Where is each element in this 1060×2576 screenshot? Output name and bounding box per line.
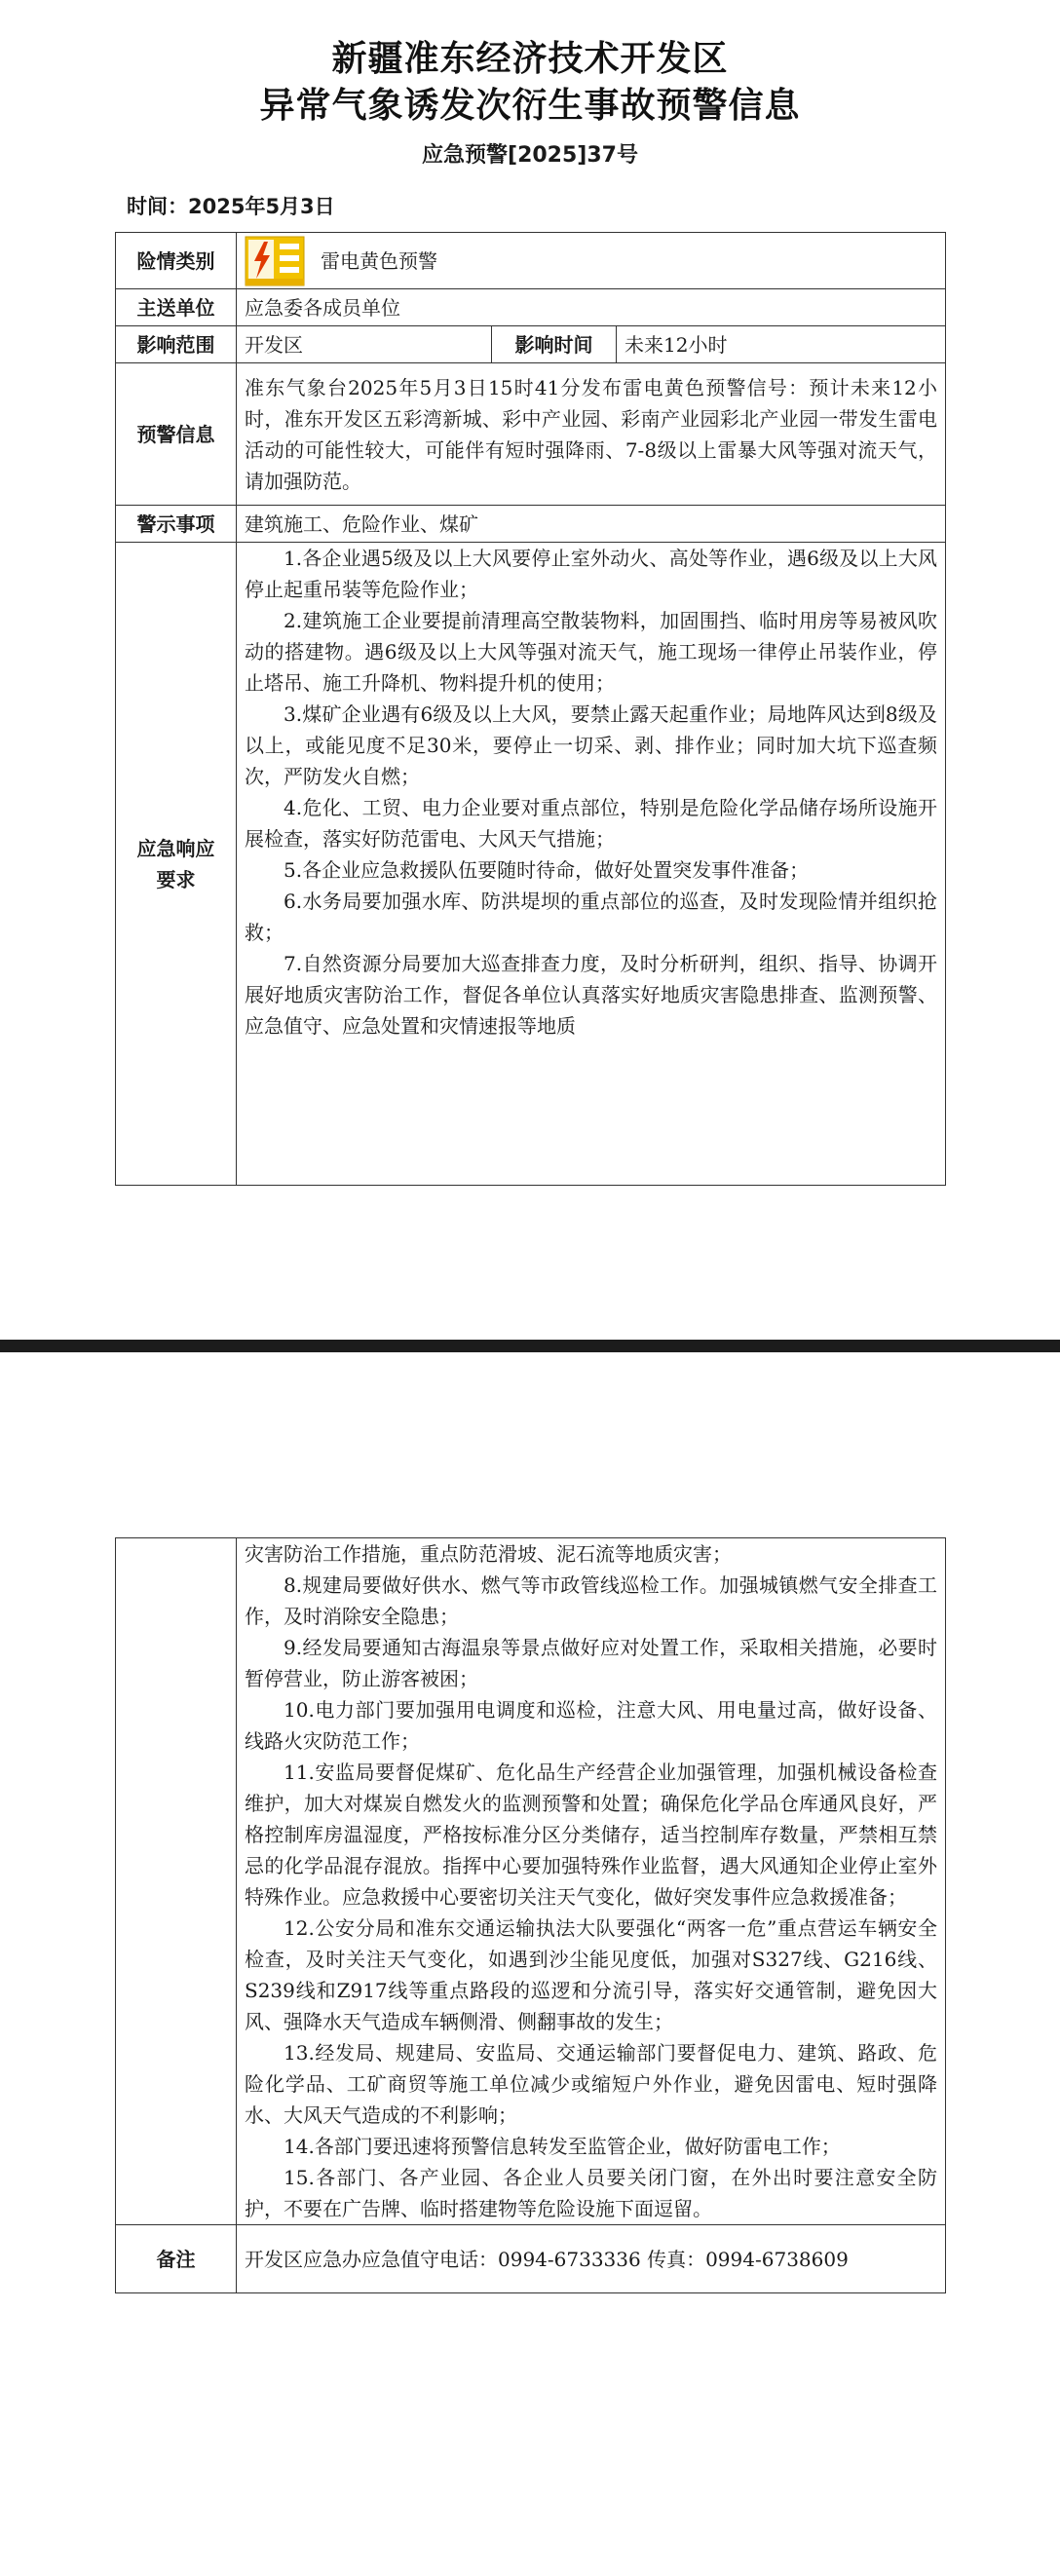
document-title-line-2: 异常气象诱发次衍生事故预警信息 — [259, 86, 801, 126]
warning-info-label: 预警信息 — [116, 363, 237, 506]
page-separator — [0, 1340, 1060, 1352]
list-item: 9.经发局要通知古海温泉等景点做好应对处置工作，采取相关措施，必要时暂停营业，防止游客被困； — [245, 1636, 937, 1690]
list-item: 2.建筑施工企业要提前清理高空散装物料，加固围挡、临时用房等易被风吹动的搭建物。遇6级及以上大风等强对流天气，施工现场一律停止吊装作业，停止塔吊、施工升降机、物料提升机的使用； — [245, 609, 938, 695]
issue-date: 时间：2025年5月3日 — [127, 195, 335, 218]
list-item-continuation: 灾害防治工作措施，重点防范滑坡、泥石流等地质灾害； — [245, 1542, 732, 1566]
response-label-line-2: 要求 — [156, 867, 196, 891]
list-item: 10.电力部门要加强用电调度和巡检，注意大风、用电量过高，做好设备、线路火灾防范工作； — [245, 1698, 937, 1753]
table-row-recipient — [116, 289, 946, 326]
list-item: 7.自然资源分局要加大巡查排查力度，及时分析研判，组织、指导、协调开展好地质灾害防治工作，督促各单位认真落实好地质灾害隐患排查、监测预警、应急值守、应急处置和灾情速报等地质 — [245, 952, 938, 1038]
remarks-label: 备注 — [116, 2225, 237, 2293]
hazard-type-cell — [237, 233, 946, 289]
warning-info-table-continued — [115, 1537, 946, 2293]
warning-info-value: 准东气象台2025年5月3日15时41分发布雷电黄色预警信号：预计未来12小时，准东开发区五彩湾新城、彩中产业园、彩南产业园彩北产业园一带发生雷电活动的可能性较大，可能伴有短时强降雨、7-8级以上雷暴大风等强对流天气，请加强防范。 — [245, 375, 938, 493]
list-item: 12.公安分局和准东交通运输执法大队要强化“两客一危”重点营运车辆安全检查，及时关注天气变化，如遇到沙尘能见度低，加强对S327线、G216线、S239线和Z917线等重点路段的巡逻和分流引导，落实好交通管制，避免因大风、强降水天气造成车辆侧滑、侧翻事故的发生； — [245, 1916, 937, 2033]
document-number: 应急预警[2025]37号 — [422, 143, 638, 168]
scope-value: 开发区 — [237, 326, 492, 363]
hazard-type-value: 雷电黄色预警 — [321, 248, 437, 273]
list-item: 13.经发局、规建局、安监局、交通运输部门要督促电力、建筑、路政、危险化学品、工矿商贸等施工单位减少或缩短户外作业，避免因雷电、短时强降水、大风天气造成的不利影响； — [245, 2041, 937, 2127]
warning-items-value: 建筑施工、危险作业、煤矿 — [237, 506, 946, 543]
list-item: 3.煤矿企业遇有6级及以上大风，要禁止露天起重作业；局地阵风达到8级及以上，或能见度不足30米，要停止一切采、剥、排作业；同时加大坑下巡查频次，严防发火自燃； — [245, 702, 938, 788]
table-row-response-continued — [116, 1538, 946, 2225]
table-row-hazard-type — [116, 233, 946, 289]
response-requirements-continued — [237, 1538, 946, 2225]
list-item: 4.危化、工贸、电力企业要对重点部位，特别是危险化学品储存场所设施开展检查，落实好防范雷电、大风天气措施； — [245, 796, 938, 851]
recipient-value: 应急委各成员单位 — [237, 289, 946, 326]
lightning-yellow-warning-icon — [245, 236, 305, 286]
document-title-line-1: 新疆准东经济技术开发区 — [331, 39, 729, 79]
table-row-response-requirements — [116, 543, 946, 1186]
duration-label: 影响时间 — [492, 326, 617, 363]
hazard-type-label: 险情类别 — [116, 233, 237, 289]
table-row-warning-items — [116, 506, 946, 543]
list-item: 1.各企业遇5级及以上大风要停止室外动火、高处等作业，遇6级及以上大风停止起重吊装等危险作业； — [245, 547, 938, 601]
list-item: 14.各部门要迅速将预警信息转发至监管企业，做好防雷电工作； — [284, 2135, 841, 2158]
remarks-value: 开发区应急办应急值守电话：0994-6733336 传真：0994-6738609 — [237, 2225, 946, 2293]
list-item: 11.安监局要督促煤矿、危化品生产经营企业加强管理，加强机械设备检查维护，加大对煤炭自燃发火的监测预警和处置；确保危化学品仓库通风良好，严格控制库房温湿度，严格按标准分区分类储存，适当控制库存数量，严禁相互禁忌的化学品混存混放。指挥中心要加强特殊作业监督，遇大风通知企业停止室外特殊作业。应急救援中心要密切关注天气变化，做好突发事件应急救援准备； — [245, 1761, 937, 1909]
list-item: 6.水务局要加强水库、防洪堤坝的重点部位的巡查，及时发现险情并组织抢救； — [245, 890, 938, 944]
document-page-2 — [0, 1352, 1060, 2576]
list-item: 15.各部门、各产业园、各企业人员要关闭门窗，在外出时要注意安全防护，不要在广告牌、临时搭建物等危险设施下面逗留。 — [245, 2166, 937, 2220]
table-row-warning-info — [116, 363, 946, 506]
list-item: 5.各企业应急救援队伍要随时待命，做好处置突发事件准备； — [284, 858, 810, 882]
warning-items-label: 警示事项 — [116, 506, 237, 543]
response-requirements-label — [116, 543, 237, 1186]
recipient-label: 主送单位 — [116, 289, 237, 326]
response-requirements-content — [237, 543, 946, 1186]
response-label-line-1: 应急响应 — [136, 836, 215, 860]
warning-info-table — [115, 232, 946, 1186]
scope-label: 影响范围 — [116, 326, 237, 363]
duration-value: 未来12小时 — [617, 326, 946, 363]
table-row-remarks — [116, 2225, 946, 2293]
list-item: 8.规建局要做好供水、燃气等市政管线巡检工作。加强城镇燃气安全排查工作，及时消除安全隐患； — [245, 1573, 937, 1628]
table-row-scope — [116, 326, 946, 363]
